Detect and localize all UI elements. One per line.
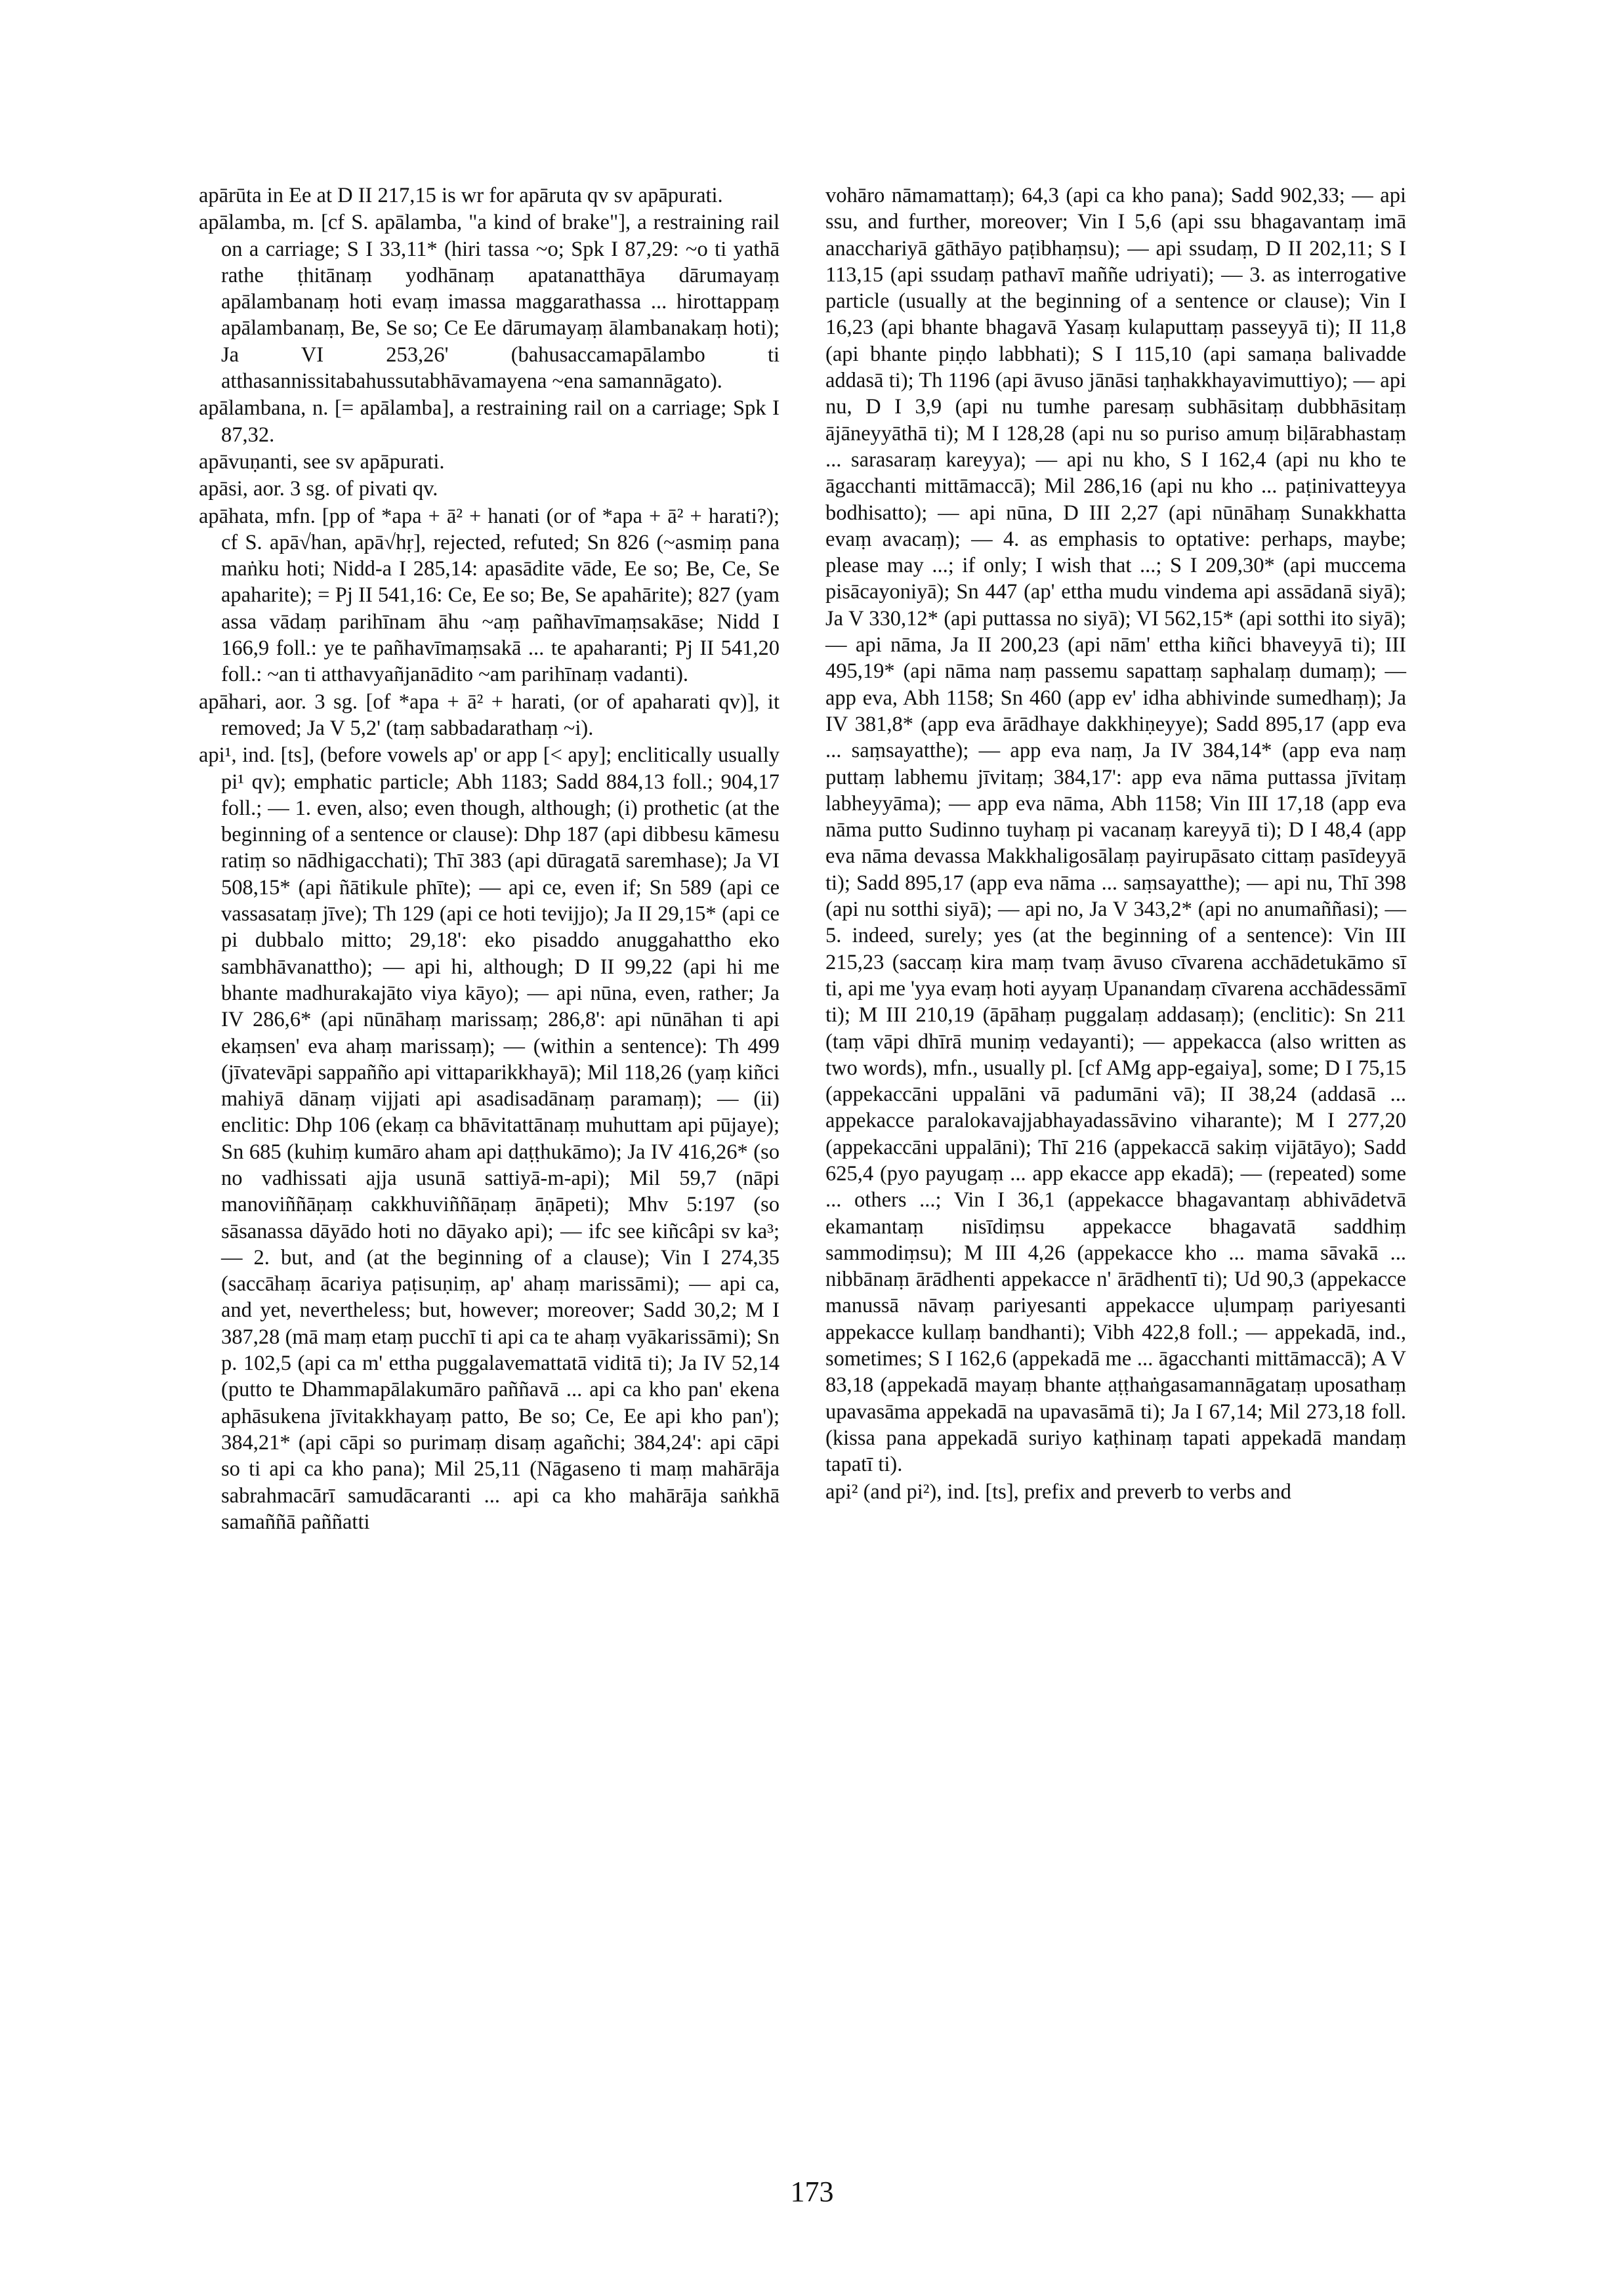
dictionary-entry: apālambana, n. [= apālamba], a restraining rail on a carriage; Spk I 87,32. — [199, 396, 780, 447]
dictionary-entry: api² (and pi²), ind. [ts], prefix and preverb to verbs and — [825, 1479, 1291, 1504]
dictionary-entry: apāsi, aor. 3 sg. of pivati qv. — [199, 477, 438, 501]
left-column — [199, 182, 780, 1536]
dictionary-entry: api¹, ind. [ts], (before vowels ap' or app [< apy]; enclitically usually pi¹ qv); emphatic particle; Abh 1183; Sadd 884,13 foll.; 904,17 foll.; — 1. even, also; even though, although; (i) prothetic (at the beginning of a sentence or clause): Dhp 187 (api dibbesu kāmesu ratiṃ so nādhigacchati); Thī 383 (api dūragatā saremhase); Ja VI 508,15* (api ñātikule phīte); — api ce, even if; Sn 589 (api ce vassasataṃ jīve); Th 129 (api ce hoti tevijjo); Ja II 29,15* (api ce pi dubbalo mitto; 29,18': eko pisaddo anuggahattho eko sambhāvanattho); — api hi, although; D II 99,22 (api hi me bhante madhurakajāto viya kāyo); — api nūna, even, rather; Ja IV 286,6* (api nūnāhaṃ marissaṃ; 286,8': api nūnāhan ti api ekaṃsen' eva ahaṃ marissaṃ); — (within a sentence): Th 499 (jīvatevāpi sappañño api vittaparikkhayā); Mil 118,26 (yaṃ kiñci mahiyā dānaṃ vijjati api asadisadānaṃ paramaṃ); — (ii) enclitic: Dhp 106 (ekaṃ ca bhāvitattānaṃ muhuttam api pūjaye); Sn 685 (kuhiṃ kumāro aham api daṭṭhukāmo); Ja IV 416,26* (so no vadhissati ajja usunā sattiyā-m-api); Mil 59,7 (nāpi manoviññāṇaṃ cakkhuviññāṇaṃ āṇāpeti); Mhv 5:197 (so sāsanassa dāyādo hoti no dāyako api); — ifc see kiñcâpi sv ka³; — 2. but, and (at the beginning of a clause); Vin I 274,35 (saccāhaṃ ācariya paṭisuṇiṃ, ap' ahaṃ marissāmi); — api ca, and yet, nevertheless; but, however; moreover; Sadd 30,2; M I 387,28 (mā maṃ etaṃ pucchī ti api ca te ahaṃ vyākarissāmi); Sn p. 102,5 (api ca m' ettha puggalavemattatā viditā ti); Ja IV 52,14 (putto te Dhammapālakumāro paññavā ... api ca kho pan' ekena aphāsukena jīvitakkhayaṃ patto, Be so; Ce, Ee api kho pan'); 384,21* (api cāpi so purimaṃ disaṃ agañchi; 384,24': api cāpi so ti api ca kho pana); Mil 25,11 (Nāgaseno ti maṃ mahārāja sabrahmacārī samudācaranti ... api ca kho mahārāja saṅkhā samaññā paññatti — [199, 743, 780, 1534]
dictionary-entry: apāvuṇanti, see sv apāpurati. — [199, 449, 445, 474]
page-number: 173 — [790, 2176, 834, 2208]
dictionary-entry: apālamba, m. [cf S. apālamba, "a kind of brake"], a restraining rail on a carriage; S I 33,11* (hiri tassa ~o; Spk I 87,29: ~o ti yathā rathe ṭhitānaṃ yodhānaṃ apatanatthāya dārumayaṃ apālambanaṃ hoti evaṃ imassa maggarathassa ... hirottappaṃ apālambanaṃ, Be, Se so; Ce Ee dārumayaṃ ālambanakaṃ hoti); Ja VI 253,26' (bahusaccamapālambo ti atthasannissitabahussutabhāvamayena ~ena samannāgato). — [199, 211, 780, 394]
dictionary-entry: apārūta in Ee at D II 217,15 is wr for apāruta qv sv apāpurati. — [199, 184, 723, 207]
dictionary-entry: apāhata, mfn. [pp of *apa + ā² + hanati (or of *apa + ā² + harati?); cf S. apā√han, apā√hṛ], rejected, refuted; Sn 826 (~asmiṃ pana maṅku hoti; Nidd-a I 285,14: apasādite vāde, Ee so; Be, Ce, Se apaharite); = Pj II 541,16: Ce, Ee so; Be, Se apahārite); 827 (yam assa vādaṃ parihīnam āhu ~aṃ pañhavīmaṃsakāse; Nidd I 166,9 foll.: ye te pañhavīmaṃsakā ... te apaharanti; Pj II 541,20 foll.: ~an ti atthavyañjanādito ~am parihīnaṃ vadanti). — [199, 504, 780, 687]
dictionary-entry: apāhari, aor. 3 sg. [of *apa + ā² + harati, (or of apaharati qv)], it removed; Ja V 5,2' (taṃ sabbadarathaṃ ~i). — [199, 690, 780, 740]
right-column — [825, 182, 1406, 1506]
dictionary-entry-continuation: vohāro nāmamattaṃ); 64,3 (api ca kho pana); Sadd 902,33; — api ssu, and further, moreover; Vin I 5,6 (api ssu bhagavantaṃ imā anacchariyā gāthāyo paṭibhaṃsu); — api ssudaṃ, D II 202,11; S I 113,15 (api ssudaṃ pathavī maññe udriyati); — 3. as interrogative particle (usually at the beginning of a sentence or clause); Vin I 16,23 (api bhante bhagavā Yasaṃ kulaputtaṃ passeyyā ti); II 11,8 (api bhante piṇḍo labbhati); S I 115,10 (api samaṇa balivadde addasā ti); Th 1196 (api āvuso jānāsi taṇhakkhayavimuttiyo); — api nu, D I 3,9 (api nu tumhe paresaṃ subhāsitaṃ dubbhāsitaṃ ājāneyyāthā ti); M I 128,28 (api nu so puriso amuṃ biḷārabhastaṃ ... sarasaraṃ kareyya); — api nu kho, S I 162,4 (api nu kho te āgacchanti mittāmaccā); Mil 286,16 (api nu kho ... paṭinivatteyya bodhisatto); — api nūna, D III 2,27 (api nūnāhaṃ Sunakkhatta evaṃ avacaṃ); — 4. as emphasis to optative: perhaps, maybe; please may ...; if only; I wish that ...; S I 209,30* (api muccema pisācayoniyā); Sn 447 (ap' ettha mudu vindema api assādanā siyā); Ja V 330,12* (api puttassa no siyā); VI 562,15* (api sotthi ito siyā); — api nāma, Ja II 200,23 (api nām' ettha kiñci bhaveyyā ti); III 495,19* (api nāma naṃ passemu sapattaṃ saphalaṃ dumaṃ); — app eva, Abh 1158; Sn 460 (app ev' idha abhivinde sumedhaṃ); Ja IV 381,8* (app eva ārādhaye dakkhiṇeyye); Sadd 895,17 (app eva ... saṃsayatthe); — app eva naṃ, Ja IV 384,14* (app eva naṃ puttaṃ labhemu jīvitaṃ; 384,17': app eva nāma puttassa jīvitaṃ labheyyāma); — app eva nāma, Abh 1158; Vin III 17,18 (app eva nāma putto Sudinno tuyhaṃ pi vacanaṃ kareyyā ti); D I 48,4 (app eva nāma devassa Makkhaligosālaṃ payirupāsato cittaṃ pasīdeyyā ti); Sadd 895,17 (app eva nāma ... saṃsayatthe); — api nu, Thī 398 (api nu sotthi siyā); — api no, Ja V 343,2* (api no anumaññasi); — 5. indeed, surely; yes (at the beginning of a sentence): Vin III 215,23 (saccaṃ kira maṃ tvaṃ āvuso cīvarena acchādetukāmo sī ti, api me 'yya evaṃ hoti ayyaṃ Upanandaṃ cīvarena acchādessāmī ti); M III 210,19 (āpāhaṃ puggalaṃ addasaṃ); (enclitic): Sn 211 (taṃ vāpi dhīrā muniṃ vedayanti); — appekacca (also written as two words), mfn., usually pl. [cf AMg app-egaiya], some; D I 75,15 (appekaccāni uppalāni vā padumāni vā); II 38,24 (addasā ... appekacce paralokavajjabhayadassāvino viharante); M I 277,20 (appekaccāni uppalāni); Thī 216 (appekaccā sakiṃ vijātāyo); Sadd 625,4 (pyo payugaṃ ... app ekacce app ekadā); — (repeated) some ... others ...; Vin I 36,1 (appekacce bhagavantaṃ abhivādetvā ekamantaṃ nisīdiṃsu appekacce bhagavatā saddhiṃ sammodiṃsu); M III 4,26 (appekacce kho ... mama sāvakā ... nibbānaṃ ārādhenti appekacce n' ārādhentī ti); Ud 90,3 (appekacce manussā nāvaṃ pariyesanti appekacce uḷumpaṃ pariyesanti appekacce kullaṃ bandhanti); Vibh 422,8 foll.; — appekadā, ind., sometimes; S I 162,6 (appekadā me ... āgacchanti mittāmaccā); A V 83,18 (appekadā mayaṃ bhante aṭṭhaṅgasamannāgataṃ uposathaṃ upavasāma appekadā na upavasāmā ti); Ja I 67,14; Mil 273,18 foll. (kissa pana appekadā suriyo kaṭhinaṃ tapati appekadā mandaṃ tapatī ti). — [825, 184, 1406, 1477]
